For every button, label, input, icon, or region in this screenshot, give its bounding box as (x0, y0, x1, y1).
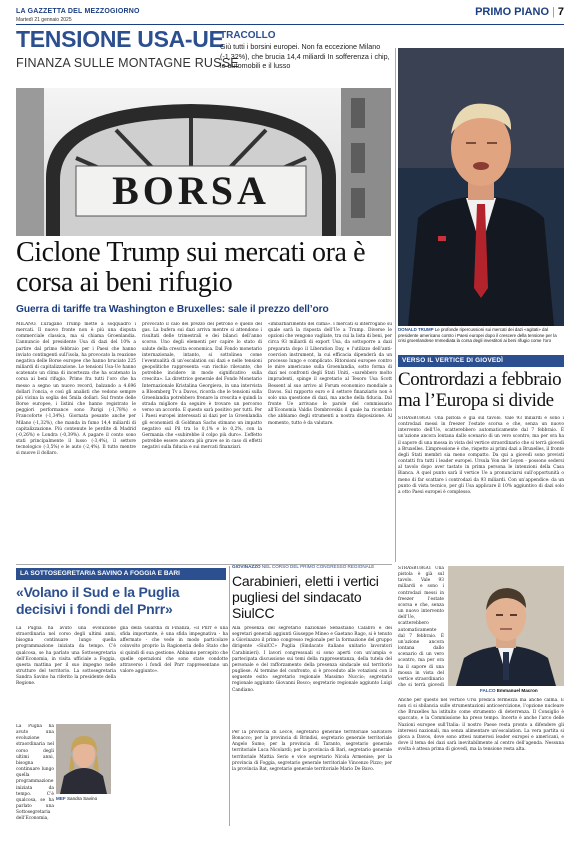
trump-caption-label: DONALD TRUMP (398, 327, 434, 332)
savino-photo (56, 724, 111, 794)
trump-photo-caption (398, 327, 564, 344)
section-header: PRIMO PIANO | 7 (475, 6, 564, 18)
borsa-building-illustration (16, 88, 391, 236)
savino-article-col-1: La Puglia ha avuto una evoluzione straordinaria nel corso degli ultimi anni, bisogna continuare lungo quella programmazione iniziata da tempo. C’è qualcosa, se ha parlato una Sottosegretaria dell’Economia, in visita ufficiale a Foggia, questa mattina per il suo impegno nelle strutture del territorio. La sottosegretaria Sandra Savino ha riferito la presidente della Regione. (16, 626, 116, 687)
verso-section-bar: VERSO IL VERTICE DI GIOVEDÌ (398, 355, 564, 367)
page-number: 7 (557, 6, 564, 18)
tracollo-text: Giù tutti i borsini europei. Non fa eccezione Milano (-1,32%), che brucia 14,4 miliardi In sofferenza i chip, le automobili e il lusso (220, 42, 390, 70)
tracollo-title: TRACOLLO (220, 30, 276, 41)
carabinieri-article-col-1: Alla presenza del segretario nazionale Sebastiano Calabrò e dei segretari generali aggiunti Giuseppe Mineo e Gaetano Rago, si è tenuto a Giovinazzo il primo congresso regionale per la formazione del gruppo dirigente «SiulCC» Puglia (Sindacato italiano unitario lavoratori Carabinieri). I lavori congressuali si sono aperti con un’ampia e partecipata discussione sui temi della rappresentanza, della tutela del personale e del rafforzamento della presenza sindacale sul territorio pugliese. Al termine del confronto, si è proceduto alle votazioni con il seguente esito: segretario regionale Massimo Nuccio; segretario regionale aggiunto Giovanni Bosco; segretario regionale aggiunto Luigi Candiano. (232, 626, 392, 693)
savino-article-col-2: glia della Guardia di Finanza, «il Pnrr è una sfida importante, è una sfida impegnativa - ha affermato - che vede in modo particolare coinvolto proprio la Ragioneria dello Stato che si quindi di sua gestione. Abbiamo percepito che quelle operazioni che sono state condotte attraverso i fondi del Pnrr rappresentano un valore aggiunto». (120, 626, 228, 675)
savino-caption-label: MEF (56, 796, 66, 801)
carabinieri-kicker-text: NEL CORSO DEL PRIMO CONGRESSO REGIONALE (261, 564, 375, 569)
main-article-col-2: provocato il calo del prezzo del petrolio e quello del gas. La bufera sui dazi arriva mentre si attendono i risultati delle trimestrali e dei bilanci dell’anno scorso. Uno degli elementi per capire lo stato di salute della crescita economica. Dal Fondo monetario internazionale, intanto, si sottolinea come l’eventualità di un’escalation sui dazi e nelle tensioni geopolitiche rappresenta «un rischio rilevante, che potrebbe incidere in modo significativo sulla crescita». La direttrice generale del Fondo Monetario Internazionale Kristalina Georgieva, in una intervista a Bloomberg Tv a Davos, ricorda che le tensioni sulla Groenlandia potrebbero frenare la crescita e quindi la strada migliore da seguire è trovare un percorso verso un accordo. E questo sarà positivo per tutti. Per i Paesi europei interessati ai dazi per la Groenlandia gli economisti di Goldman Sachs stimano un impatto negativo sul Pil tra lo 0,1% e lo 0,2%, con la Germania che «subirebbe il colpo più duro». L’effetto potrebbe essere ancora più grave se in caso di effetti negativi sulla fiducia e sui mercati finanziari. (142, 322, 262, 451)
section-name: PRIMO PIANO (475, 6, 550, 18)
bottom-column-divider (229, 566, 230, 826)
carabinieri-kicker (232, 564, 392, 569)
masthead (16, 8, 564, 22)
macron-caption-name: Emmanuel Macron (496, 688, 538, 693)
macron-portrait-illustration (448, 566, 564, 686)
borsa-photo (16, 88, 391, 236)
trump-portrait-illustration (398, 48, 564, 326)
main-article-col-1: MILANO. L’uragano Trump mette a soqquadro i mercati. Il nuovo fronte non è più una disputa commerciale classica, ma si chiama Groenlandia. L’annuncio del presidente Usa di dazi del 10% a partire dal primo febbraio per i Paesi che hanno inviato contingenti sull’isola, ha provocato la reazione negativa delle Borse europee che hanno bruciato 225 miliardi di capitalizzazione. Le tensioni Usa-Ue hanno scatenato un clima di incertezza che ha scatenato la corsa ai beni rifugio. Primo fra tutti l’oro che ha messo a segno un nuovo record, balzando a 4.696 dollari l’oncia, e così gli analisti che vedono sempre più vicina la soglia dei 5mila dollari. Sul fronte delle Borse europee, i listini che hanno registrato le peggiori performance sono Parigi (-1,78%) e Francoforte (-1,34%). Giornata pesante anche per Milano (-1,32%), che manda in fumo 14,4 miliardi di capitalizzazione. Più contenute le perdite di Madrid (-0,26%) e Londra (-0,39%). A pagare il conto sono stati principalmente il lusso (-3,4%), il settore tecnologico (-3,5%) e le auto (-2,4%). Il tutto mentre si muove il dollaro. (16, 322, 136, 457)
savino-article-col-1b: La Puglia ha avuto una evoluzione straordinaria nel corso degli ultimi anni, bisogna continuare lungo quella programmazione iniziata da tempo. C’è qualcosa, se ha parlato una Sottosegretaria dell’Economia, (16, 724, 54, 820)
carabinieri-headline: Carabinieri, eletti i vertici pugliesi del sindacato SiulCC (232, 573, 379, 622)
verso-headline: Contrordazi a febbraio ma l’Europa si divide (398, 369, 562, 411)
macron-caption-label: FALCO (480, 688, 496, 693)
trump-photo (398, 48, 564, 326)
savino-portrait-illustration (56, 724, 111, 794)
issue-date: Martedì 21 gennaio 2025 (16, 17, 72, 23)
main-subheadline: Guerra di tariffe tra Washington e Bruxelles: sale il prezzo dell’oro (16, 304, 329, 315)
verso-article-col-side: STRASBURGO. Una pistola è già sul tavolo. Vale 93 miliardi e sono i controdazi messi in freezer l’estate scorsa e che, senza un nuovo intervento dell’Ue, scatterebbero automaticamente dal 7 febbraio. È un’azione ancora lontana dallo scenario di un vero scontro, ma per ora ha il sapore di una mossa in vista del vertice straordinario che si terrà giovedì (398, 566, 444, 688)
savino-section-bar: LA SOTTOSEGRETARIA SAVINO A FOGGIA E BARI (16, 568, 226, 580)
paper-name: LA GAZZETTA DEL MEZZOGIORNO (16, 8, 140, 15)
column-divider-right (395, 48, 396, 562)
savino-headline: «Volano il Sud e la Puglia decisivi i fondi del Pnrr» (16, 584, 180, 617)
borsa-sign-text: BORSA (112, 168, 270, 213)
masthead-rule (16, 24, 564, 25)
kicker-title: TENSIONE USA-UE (16, 26, 224, 52)
carabinieri-kicker-place: GIOVINAZZO (232, 564, 261, 569)
main-article-col-3: «imbarbarimento del clima». I mercati si interrogano su quale sarà la risposta dell’Ue a Trump. Diverse le opzioni che vengono vagliate, tra cui la lista di beni, per circa 93 miliardi di export Usa, da sottoporre a dazi preparata dopo il Liberation Day, e l’utilizzo dell’anti-coercion instrument, la cui efficacia dipenderà da un processo lungo e complicato. Ritorsioni europee contro le mire americane sulla Groenlandia, sotto forma di dazi nei confronti degli Stati Uniti, «sarebbero molto imprudenti, spinge il segretario al Tesoro Usa Scott Bessent al suo arrivo al Forum economico mondiale a Davos. Sul rapporto euro e il settore finanziario non è solo una questione di dazi, ma anche della fiducia. Dal fronte Ue arrivano le parole del commissario all’Economia Valdis Dombrovskis il quale ha ricordato che abbiamo degli strumenti a nostra disposizione. Al momento, tutto è da valutare. (268, 322, 392, 426)
carabinieri-article-col-2: Per la provincia di Lecce, segretario generale territoriale Salvatore Bonacco; per la provincia di Brindisi, segretario generale territoriale Angelo Sumo; per la provincia di Taranto, segretario generale territoriale Luca Nicolardi; per la provincia di Bari, segretario generale territoriale Mattia Serio e vice segretario Nicola Armenise; per la provincia di Foggia, segretario generale territoriale Vincenzo Pizzo; per la provincia Bat, segretario generale territoriale Mario De Bavo. (232, 730, 392, 772)
main-headline: Ciclone Trump sui mercati ora è corsa ai beni rifugio (16, 237, 366, 298)
savino-caption-name: Sandra Savino (66, 796, 98, 801)
verso-article-col-1: STRASBURGO. Una pistola è già sul tavolo. Vale 93 miliardi e sono i controdazi messi in freezer l’estate scorsa e che, senza un nuovo intervento dell’Ue, scatterebbero automaticamente dal 7 febbraio. È un’azione ancora lontana dallo scenario di un vero scontro, ma per ora ha il sapore di una mossa in vista del vertice straordinario che si terrà giovedì a Bruxelles. L’impressione è che, rispetto ai primi dazi a Bruxelles, il fronte degli Stati membri sia meno compatto. Da qui a giovedì sono previsti contatti fra tutti i leader europei. Ursula Von der Leyen - possono sedersi al tavolo dopo aver tastato in prima persona le intenzioni della Casa Bianca. A quel punto sarà il vertice Ue a pronunciarsi sull’opportunità o meno di far scattare i controdazi da 93 miliardi. Con un’appendice: da un punto di vista tecnico, per gli Usa applicare il 10% aggiuntivo di dazi solo a otto Paesi europei è complesso. (398, 416, 564, 495)
kicker-subtitle: FINANZA SULLE MONTAGNE RUSSE (16, 56, 239, 70)
verso-article-col-2: Anche per questo nel vertice Ursi predica fermezza ma anche calma. E non ci si sbilancia sulle strumentazioni anticoercizione, l’opzione nucleare che Bruxelles ha istituito come strumento di deterrenza. Il Consiglio è spaccato, e la Commissione ha preso tempo. Incerto è anche l’arco delle Nazioni europee sull’Italia: il nostro Paese resta pronto a difendere gli interessi nazionali, ma senza alimentare un’escalation. La vera partita si gioca a Davos, dove sono attesi numerosi leader europei e americani, e dove il tema dei dazi sarà inevitabilmente al centro dell’agenda. Nessuna svolta è attesa prima di giovedì, ma la tensione resta alta. (398, 698, 564, 753)
savino-photo-caption (56, 796, 97, 801)
macron-photo-caption (480, 688, 538, 693)
macron-photo (448, 566, 564, 686)
trump-caption-text: Le profonde ripercussioni sui mercati dei dazi «agitati» dal presidente americano contro i Paesi europei dopo il crescere della tensione per la crisi groenlandese Immediata la corsa degli investitori ai beni rifugio come l’oro (398, 327, 557, 344)
